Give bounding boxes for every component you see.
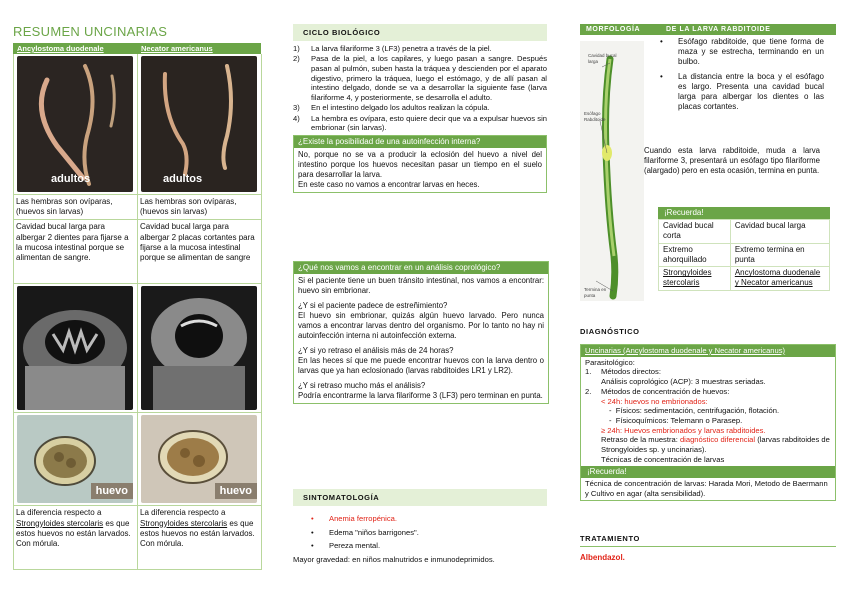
tratamiento-farmaco: Albendazol. [580,553,625,562]
table-row: Extremo ahorquillado Extremo termina en punta [659,243,830,266]
list-item: • Pereza mental. [293,541,547,551]
list-item: 3) En el intestino delgado los adultos realizan la cópula. [293,103,490,113]
ancylostoma-egg-text: La diferencia respecto a Strongyloides stercolaris es que estos huevos no están larvados. Con mórula. [14,506,138,570]
adultos-label: adultos [51,172,91,185]
morfologia-header: MORFOLOGÍA [586,26,641,33]
necator-mouth-photo [141,286,257,410]
ancylostoma-adult-photo-cell [14,54,138,195]
header-necator: Necator americanus [141,44,213,53]
coprologico-p3: En las heces sí que me puede encontrar huevos con la larva dentro o larvas que ya han eclosionado (larvas rabditoides LR1 y LR2). [298,356,544,375]
ancylostoma-egg-photo [17,415,133,503]
list-item: • La distancia entre la boca y el esófago es largo. Presenta una cavidad bucal larga para albergar los dientes o las placas cortantes. [642,72,824,113]
larva-header: DE LA LARVA RABDITOIDE [666,26,771,33]
necator-egg-photo [141,415,257,503]
recuerda-morfologia [658,207,830,291]
species-comparison-table [13,43,261,570]
ciclo-steps [293,44,547,133]
tecnicas-text: Técnicas de concentración de larvas [601,454,725,464]
tratamiento-header: TRATAMIENTO [580,530,836,547]
morfologia-bullets [642,37,824,117]
header-ancylostoma: Ancylostoma duodenale [17,44,104,53]
diagnostico-box [580,344,836,501]
fig-label-cavidad: Cavidad bucal larga [588,53,617,64]
coprologico-box [293,261,549,404]
diagnostico-section [580,323,836,501]
ancylostoma-egg-photo-cell [14,413,138,506]
ciclo-section [293,24,547,193]
necator-adult-photo-cell [138,54,262,195]
ancylostoma-mouth-photo [17,286,133,410]
comparison-table [658,219,830,290]
huevo-label: huevo [91,483,133,499]
parasitologico-label: Parasitológico: [585,357,635,367]
lt24-text: < 24h: huevos no embrionados: [601,396,708,406]
list-item: 4) La hembra es ovípara, esto quiere decir que va a expulsar huevos sin embrionar (sin larvas). [293,113,547,133]
coprologico-q2: ¿Y si el paciente padece de estreñimiento? [298,301,448,311]
table-row: Cavidad bucal corta Cavidad bucal larga [659,220,830,243]
sintomatologia-section [293,489,547,565]
table-row: Strongyloides stercolaris Ancylostoma duodenale y Necator americanus [659,267,830,290]
page-title: RESUMEN UNCINARIAS [13,24,168,39]
necator-cavidad: Cavidad bucal larga para albergar 2 placas cortantes para fijarse a la mucosa intestinal porque se alimentan de sangre [138,220,262,284]
sintomas-list [293,514,547,551]
fisicoquimicos-text: - Físicoquímicos: Telemann o Parasep. [609,416,743,426]
autoinfeccion-box [293,135,547,193]
coprologico-question: ¿Qué nos vamos a encontrar en un análisis coprológico? [294,262,548,274]
ancylostoma-oviparas: Las hembras son ovíparas, (huevos sin larvas) [14,195,138,220]
fig-label-esofago: Esófago Rabditoide [584,111,606,122]
fisicos-text: - Físicos: sedimentación, centrifugación, flotación. [609,406,780,416]
diagnostico-header: DIAGNÓSTICO [580,323,836,340]
necator-egg-text: La diferencia respecto a Strongyloides stercolaris es que estos huevos no están larvados. Con mórula. [138,506,262,570]
list-item: 2. Métodos de concentración de huevos: [585,386,730,396]
recuerda-tecnica-text: Técnica de concentración de larvas: Harada Mori, Metodo de Baermann y Cultivo en agar (alta sensibilidad). [585,478,828,498]
huevo-label: huevo [215,483,257,499]
coprologico-p1: Si el paciente tiene un buen tránsito intestinal, nos vamos a encontrar: huevo sin embrionar. [298,276,544,296]
diagnostico-subhead: Uncinarias (Ancylostoma duodenale y Necator americanus) [581,345,835,357]
adultos-label: adultos [163,172,203,185]
list-item: 1. Métodos directos: [585,367,661,377]
autoinfeccion-question: ¿Existe la posibilidad de una autoinfección interna? [294,136,546,148]
ancylostoma-cavidad: Cavidad bucal larga para albergar 2 dientes para fijarse a la mucosa intestinal porque se alimentan de sangre. [14,220,138,284]
recuerda-label: ¡Recuerda! [581,466,835,478]
larva-figure [580,41,644,301]
autoinfeccion-note: En este caso no vamos a encontrar larvas en heces. [298,180,480,190]
retraso-text: Retraso de la muestra: diagnóstico diferencial (larvas rabditoides de Strongyloides sp. y uncinarias). [601,435,830,455]
gravedad-text: Mayor gravedad: en niños malnutridos e inmunodeprimidos. [293,555,495,565]
necator-mouth-photo-cell [138,284,262,413]
coprologico-p2: El huevo sin embrionar, quizás algún huevo larvado. Pero nunca vamos a encontrar larvas dentro del organismo. Por lo tanto no hay ni autoinfección interna ni autoinfección externa. [298,311,544,341]
coprologico-p4: Podría encontrarme la larva filariforme 3 (LF3) pero terminan en punta. [298,390,543,400]
morfologia-section [580,24,836,298]
morfologia-texto: Cuando esta larva rabditoide, muda a larva filariforme 3, presentará un esófago tipo filariforme (alargado) pero en esta ocasión, termina en punta. [644,146,820,175]
coprologico-q3: ¿Y si yo retraso el análisis más de 24 horas? [298,346,454,356]
ancylostoma-mouth-photo-cell [14,284,138,413]
necator-adults-photo [141,56,257,192]
list-item: • Anemia ferropénica. [293,514,547,524]
list-item: 1) La larva filariforme 3 (LF3) penetra a través de la piel. [293,44,492,53]
fig-label-punta: Termina en punta [584,287,607,298]
list-item: • Esófago rabditoide, que tiene forma de maza y se estrecha, terminando en un bulbo. [642,37,824,68]
list-item: 2) Pasa de la piel, a los capilares, y luego pasan a sangre. Después pasan al pulmón, suben hasta la tráquea y descienden por el aparato digestivo, primero la tráquea, luego el estómago, y de allí pasan al intestino delgado, donde se va a desarrollar la siguiente fase (larva filariforme 4, y posteriormente, se desarrolla el adulto. [293,54,547,103]
coprologico-q4: ¿Y si retraso mucho más el análisis? [298,380,426,390]
necator-oviparas: Las hembras son ovíparas, (huevos sin larvas) [138,195,262,220]
tratamiento-section [580,530,836,563]
morfologia-body [580,35,836,298]
ge24-text: ≥ 24h: Huevos embrionados y larvas rabditoides. [601,425,766,435]
ciclo-header: CICLO BIOLÓGICO [293,24,547,41]
autoinfeccion-answer: No, porque no se va a producir la eclosión del huevo a nivel del intestino porque los huevos necesitan pasar un tiempo en el suelo para desarrollar la larva. [298,150,542,180]
list-item: • Edema "niños barrigones". [293,528,547,538]
sintomatologia-header: SINTOMATOLOGÍA [293,489,547,506]
necator-egg-photo-cell [138,413,262,506]
ancylostoma-adults-photo [17,56,133,192]
metodos-directos-detail: Análisis coprológico (ACP): 3 muestras seriadas. [601,377,766,387]
recuerda-label: ¡Recuerda! [658,207,830,219]
